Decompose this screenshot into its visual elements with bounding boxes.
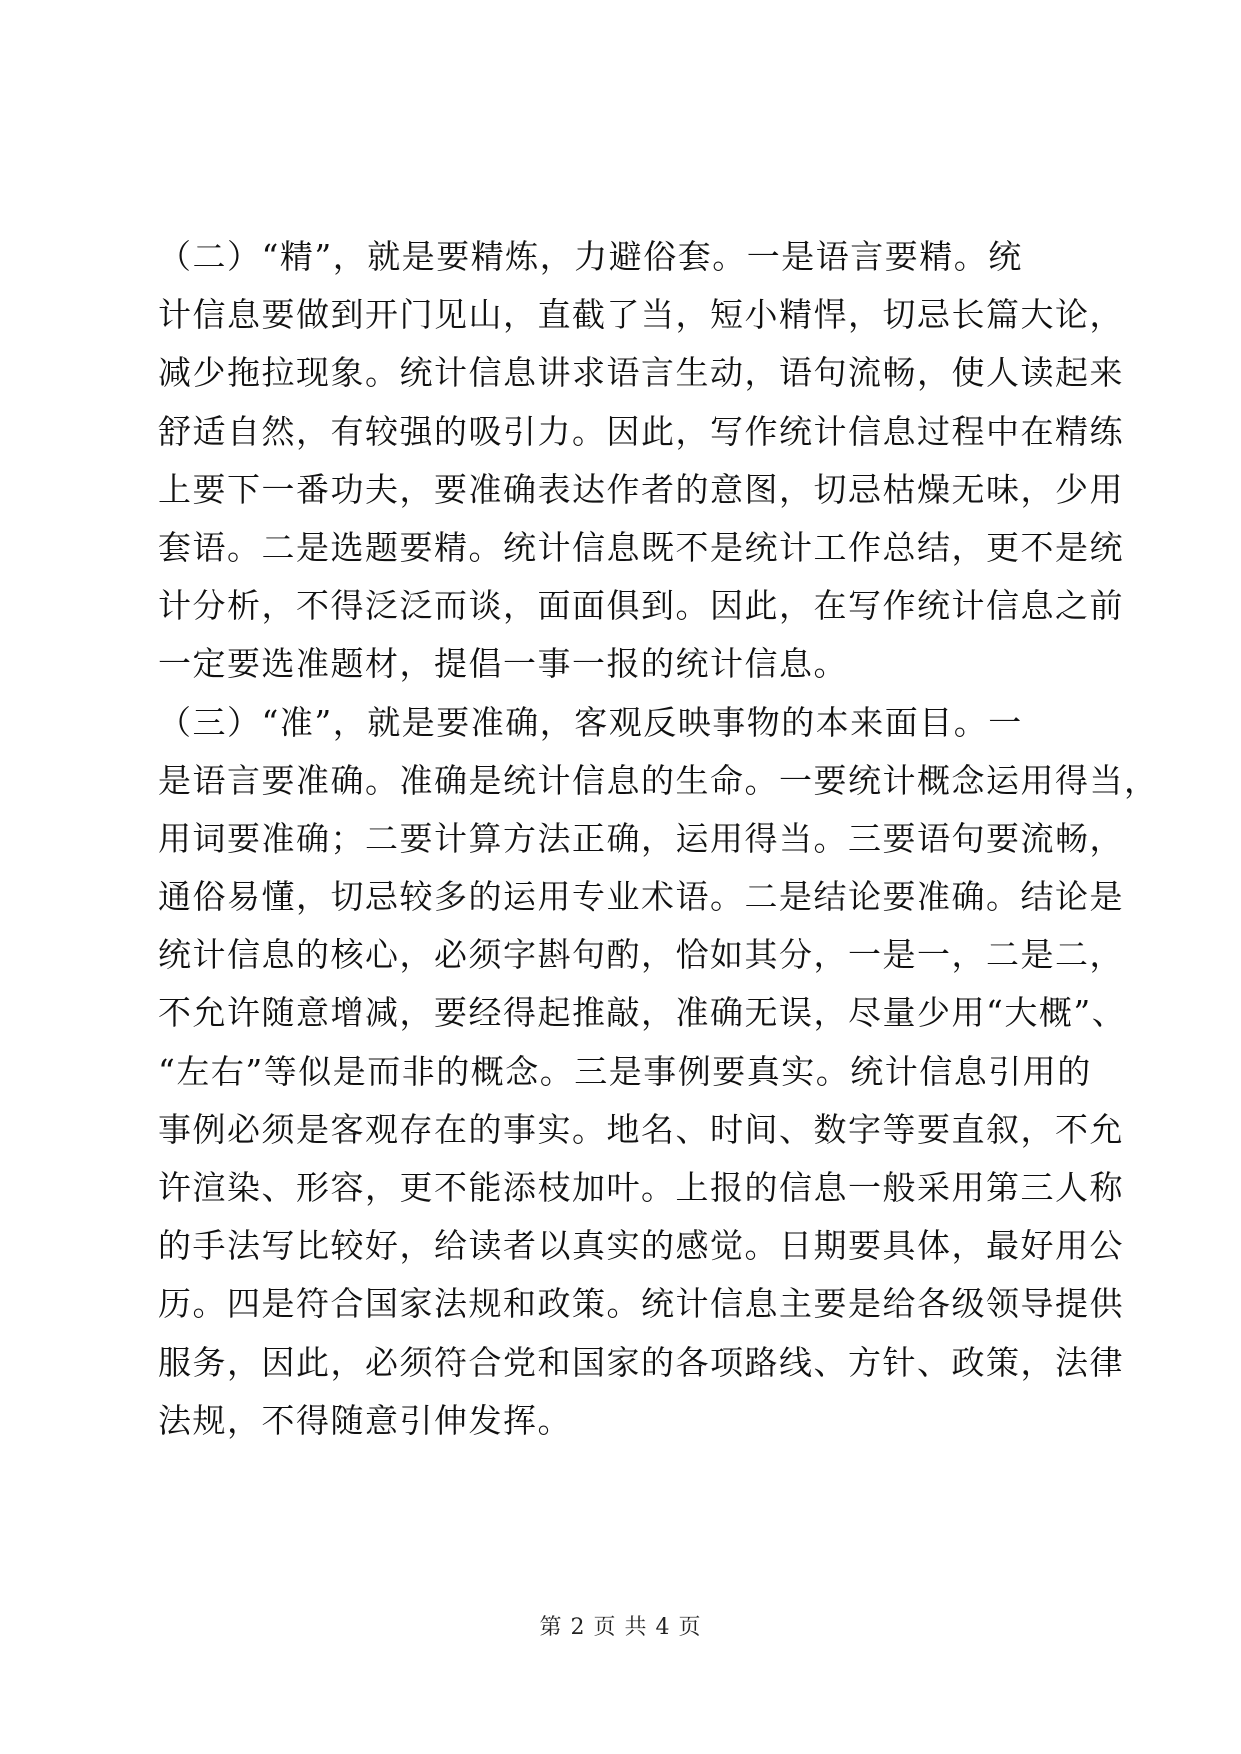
text-line: （三）“准”，就是要准确，客观反映事物的本来面目。一 [158, 702, 1023, 742]
text-line: 上要下一番功夫，要准确表达作者的意图，切忌枯燥无味，少用 [158, 469, 1124, 509]
page-footer: 第 2 页 共 4 页 [539, 1615, 702, 1640]
text-line: 通俗易懂，切忌较多的运用专业术语。二是结论要准确。结论是 [158, 877, 1124, 917]
text-line: 的手法写比较好，给读者以真实的感觉。日期要具体，最好用公 [158, 1226, 1124, 1266]
text-line: 统计信息的核心，必须字斟句酌，恰如其分，一是一，二是二， [158, 935, 1124, 975]
text-line: （二）“精”，就是要精炼，力避俗套。一是语言要精。统 [158, 237, 1023, 276]
text-line: 计信息要做到开门见山，直截了当，短小精悍，切忌长篇大论， [158, 295, 1124, 335]
text-line: 减少拖拉现象。统计信息讲求语言生动，语句流畅，使人读起来 [158, 353, 1124, 393]
text-line: 事例必须是客观存在的事实。地名、时间、数字等要直叙，不允 [158, 1109, 1124, 1149]
text-line: “左右”等似是而非的概念。三是事例要真实。统计信息引用的 [158, 1051, 1092, 1091]
text-line: 套语。二是选题要精。统计信息既不是统计工作总结，更不是统 [158, 527, 1124, 567]
text-line: 不允许随意增减，要经得起推敲，准确无误，尽量少用“大概”、 [158, 993, 1127, 1033]
text-line: 服务，因此，必须符合党和国家的各项路线、方针、政策，法律 [158, 1342, 1124, 1382]
text-line: 历。四是符合国家法规和政策。统计信息主要是给各级领导提供 [158, 1284, 1124, 1324]
text-line: 用词要准确；二要计算方法正确，运用得当。三要语句要流畅， [158, 818, 1124, 858]
text-line: 法规，不得随意引伸发挥。 [158, 1400, 572, 1440]
text-line: 舒适自然，有较强的吸引力。因此，写作统计信息过程中在精练 [158, 411, 1124, 451]
text-line: 许渲染、形容，更不能添枝加叶。上报的信息一般采用第三人称 [158, 1168, 1124, 1207]
text-line: 一定要选准题材，提倡一事一报的统计信息。 [158, 644, 848, 684]
text-line: 计分析，不得泛泛而谈，面面俱到。因此，在写作统计信息之前 [158, 586, 1124, 626]
document-body [158, 228, 1159, 1450]
text-line: 是语言要准确。准确是统计信息的生命。一要统计概念运用得当， [158, 760, 1159, 800]
